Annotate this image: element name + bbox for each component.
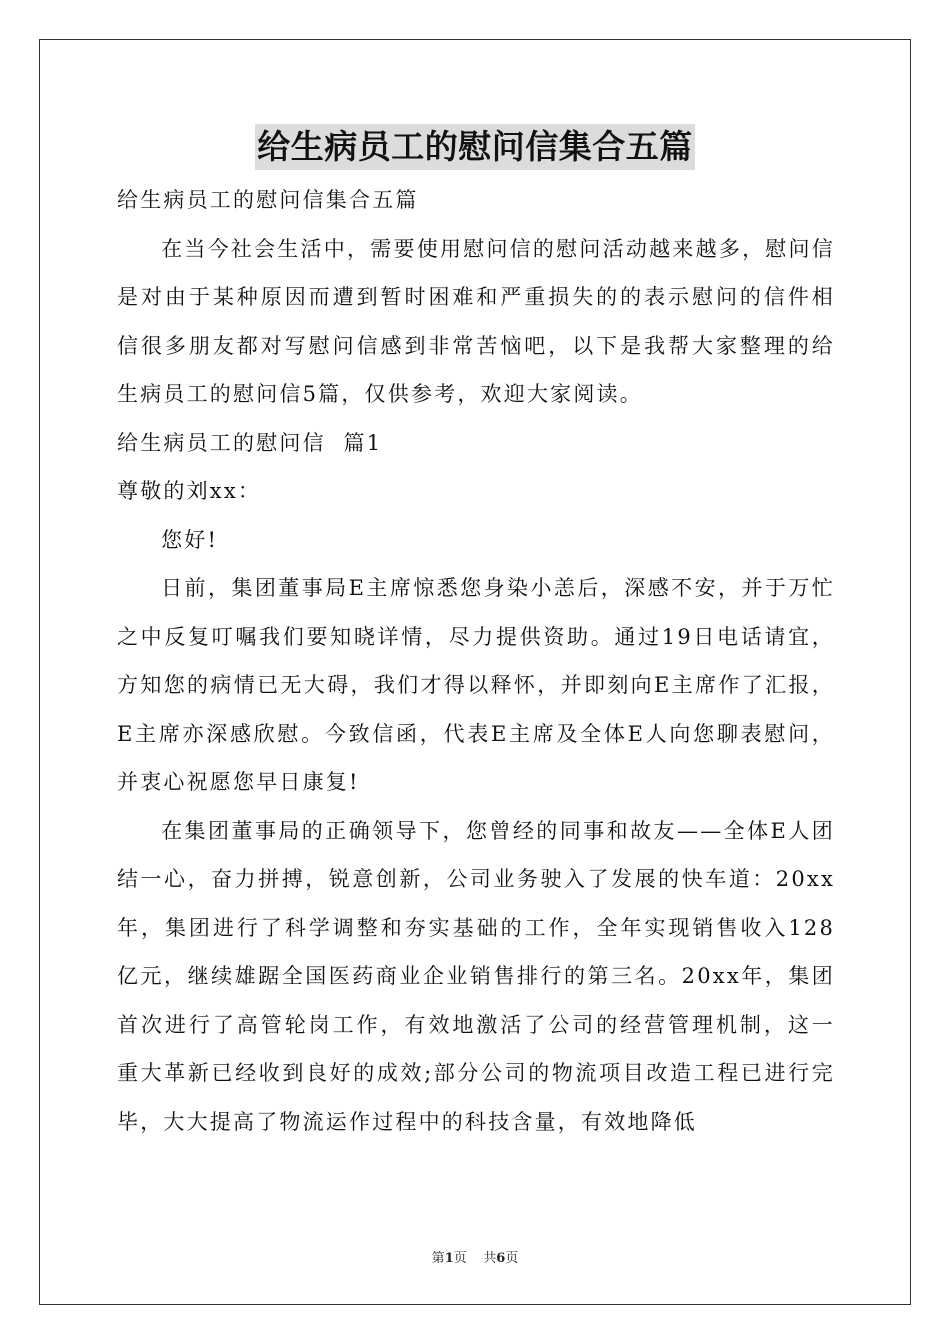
document-subtitle: 给生病员工的慰问信集合五篇 <box>117 188 419 212</box>
intro-paragraph: 在当今社会生活中，需要使用慰问信的慰问活动越来越多，慰问信是对由于某种原因而遭到暂时困难和严重损失的的表示慰问的信件相信很多朋友都对写慰问信感到非常苦恼吧，以下是我帮大家整理的给生病员工的慰问信5篇，仅供参考，欢迎大家阅读。 <box>117 236 835 406</box>
body-paragraph-2: 在集团董事局的正确领导下，您曾经的同事和故友——全体E人团结一心，奋力拼搏，锐意创新，公司业务驶入了发展的快车道：20xx年，集团进行了科学调整和夯实基础的工作，全年实现销售收入128亿元，继续雄踞全国医药商业企业销售排行的第三名。20xx年，集团首次进行了高管轮岗工作，有效地激活了公司的经营管理机制，这一重大革新已经收到良好的成效;部分公司的物流项目改造工程已进行完毕，大大提高了物流运作过程中的科技含量，有效地降低 <box>117 818 835 1134</box>
page-total-number: 6 <box>496 1251 506 1266</box>
page-mid: 页 共 <box>453 1251 497 1266</box>
section-heading: 给生病员工的慰问信 篇1 <box>117 430 383 455</box>
title-container <box>0 124 950 170</box>
salutation: 尊敬的刘xx： <box>117 479 262 503</box>
page-prefix: 第 <box>431 1251 445 1266</box>
body-paragraph-1: 日前，集团董事局E主席惊悉您身染小恙后，深感不安，并于万忙之中反复叮嘱我们要知晓详情，尽力提供资助。通过19日电话请宜，方知您的病情已无大碍，我们才得以释怀，并即刻向E主席作了汇报，E主席亦深感欣慰。今致信函，代表E主席及全体E人向您聊表慰问，并衷心祝愿您早日康复! <box>117 576 835 794</box>
page-footer <box>0 1247 950 1266</box>
page-suffix: 页 <box>505 1251 519 1266</box>
document-body <box>117 176 835 1146</box>
greeting: 您好! <box>161 527 219 552</box>
page-current-number: 1 <box>444 1251 454 1266</box>
document-title: 给生病员工的慰问信集合五篇 <box>255 124 695 170</box>
